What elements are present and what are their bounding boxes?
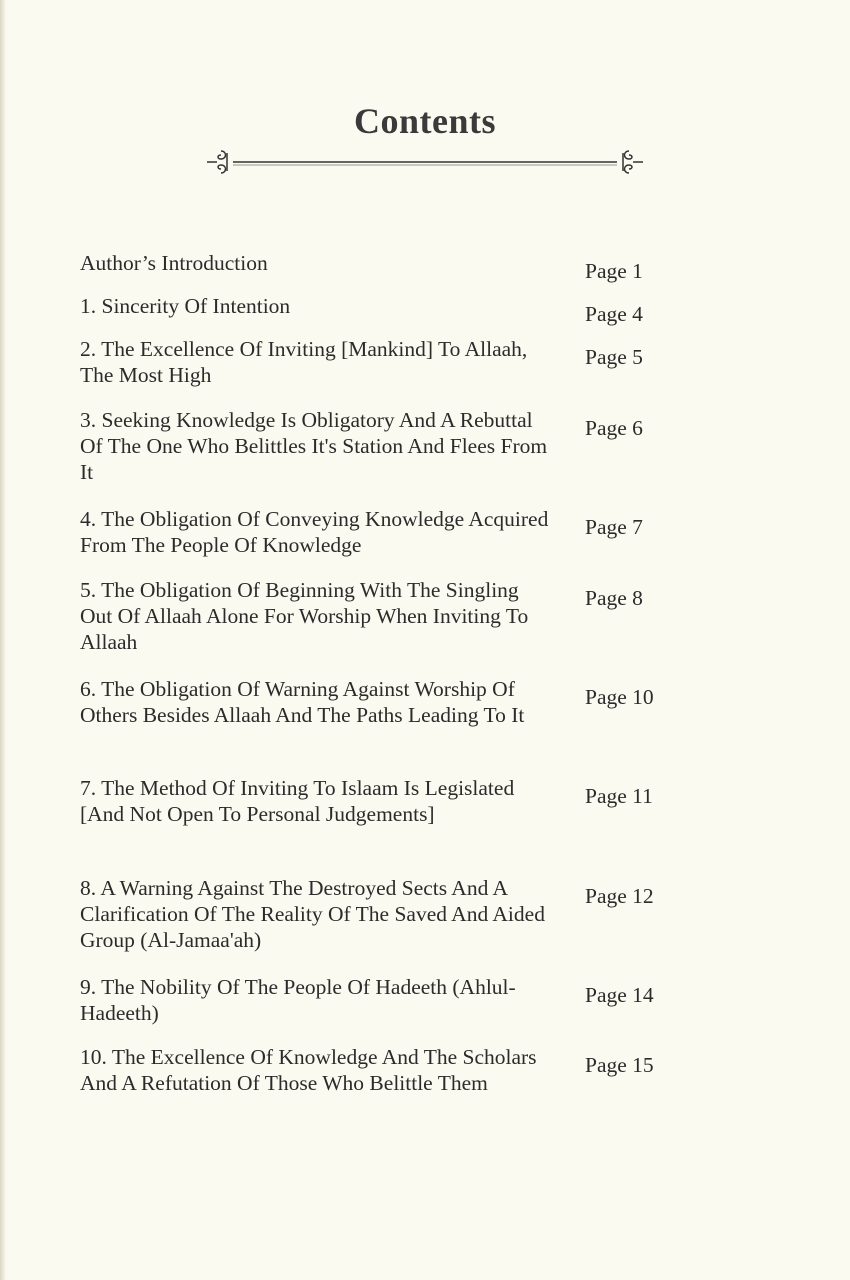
toc-entry-title: 5. The Obligation Of Beginning With The Singling Out Of Allaah Alone For Worship When Inviting To Allaah — [80, 578, 529, 654]
toc-entry-page: Page 14 — [585, 983, 654, 1007]
toc-entry-page: Page 1 — [585, 259, 643, 283]
toc-entry-title: 3. Seeking Knowledge Is Obligatory And A Rebuttal Of The One Who Belittles It's Station And Flees From It — [80, 408, 548, 484]
toc-entry-title: 4. The Obligation Of Conveying Knowledge Acquired From The People Of Knowledge — [80, 507, 549, 557]
toc-entry-title: 7. The Method Of Inviting To Islaam Is Legislated [And Not Open To Personal Judgements] — [80, 776, 515, 826]
toc-entry-page: Page 12 — [585, 884, 654, 908]
toc-entry-title: Author’s Introduction — [80, 251, 268, 275]
toc-entry-title: 1. Sincerity Of Intention — [80, 294, 291, 318]
page-title: Contents — [353, 101, 496, 141]
toc-entry-page: Page 7 — [585, 515, 643, 539]
divider-ornament-icon — [205, 147, 645, 177]
toc-entry-page: Page 6 — [585, 416, 643, 440]
toc-entry-page: Page 4 — [585, 302, 643, 326]
toc-entry-page: Page 8 — [585, 586, 643, 610]
toc-entry-page: Page 15 — [585, 1053, 654, 1077]
toc-entry-page: Page 10 — [585, 685, 654, 709]
toc-entry-title: 9. The Nobility Of The People Of Hadeeth (Ahlul-Hadeeth) — [80, 975, 516, 1025]
toc-entry-title: 8. A Warning Against The Destroyed Sects And A Clarification Of The Reality Of The Saved And Aided Group (Al-Jamaa'ah) — [80, 876, 545, 952]
toc-entry-title: 2. The Excellence Of Inviting [Mankind] To Allaah, The Most High — [80, 337, 528, 387]
page-edge — [0, 0, 6, 1280]
toc-entry-title: 6. The Obligation Of Warning Against Worship Of Others Besides Allaah And The Paths Leading To It — [80, 677, 525, 727]
toc-entry-page: Page 5 — [585, 345, 643, 369]
toc-entry-title: 10. The Excellence Of Knowledge And The Scholars And A Refutation Of Those Who Belittle Them — [80, 1045, 537, 1095]
toc-entry-page: Page 11 — [585, 784, 653, 808]
